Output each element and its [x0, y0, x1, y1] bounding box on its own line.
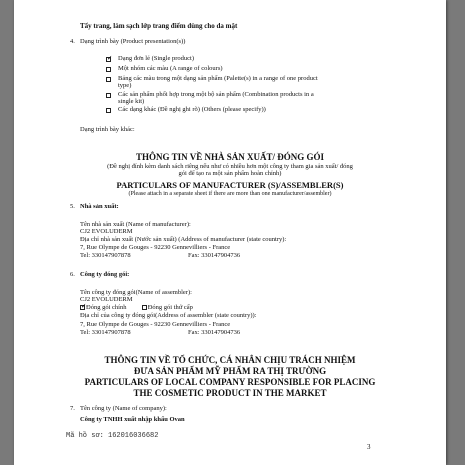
section-5-heading: Nhà sản xuất:	[80, 203, 119, 210]
manufacturer-note-vi-line1: (Đề nghị đính kèm danh sách riêng nếu như có nhiều hơn một công ty tham gia sản xuất/ đóng	[107, 163, 353, 170]
checkbox-secondary-packing[interactable]	[142, 305, 147, 310]
checkbox-combination-products[interactable]	[106, 93, 111, 98]
page-number: 3	[367, 443, 371, 451]
option-single-product-label: Dạng đơn lẻ (Single product)	[118, 55, 195, 62]
product-function-text: Tẩy trang, làm sạch lớp trang điểm dùng cho da mặt	[80, 22, 238, 30]
section-7-number: 7.	[70, 405, 75, 412]
manufacturer-note-vi-line2: gói để tạo ra một sản phẩm hoàn chỉnh)	[178, 170, 282, 177]
checkbox-palette[interactable]	[106, 77, 111, 82]
section-5-number: 5.	[70, 203, 75, 210]
manufacturer-name-label: Tên nhà sản xuất (Name of manufacturer):	[80, 221, 191, 228]
option-palette-label-line2: type)	[118, 82, 132, 89]
checkbox-single-product[interactable]	[106, 57, 111, 62]
option-combination-label-line1: Các sản phẩm phối hợp trong một bộ sản phẩm (Combination products in a	[118, 91, 314, 98]
manufacturer-name: CJ2 EVOLUDERM	[80, 228, 133, 235]
document-page	[14, 0, 446, 465]
option-range-of-colours-label: Một nhóm các màu (A range of colours)	[118, 65, 223, 72]
option-palette-label-line1: Bảng các màu trong một dạng sản phẩm (Palette(s) in a range of one product	[118, 75, 318, 82]
local-company-title-vi-line2: ĐƯA SẢN PHẨM MỸ PHẨM RA THỊ TRƯỜNG	[133, 366, 327, 376]
manufacturer-title-vi: THÔNG TIN VỀ NHÀ SẢN XUẤT/ ĐÓNG GÓI	[136, 152, 324, 162]
section-6-number: 6.	[70, 271, 75, 278]
section-7-heading: Tên công ty (Name of company):	[80, 405, 167, 412]
manufacturer-title-en: PARTICULARS OF MANUFACTURER (S)/ASSEMBLER(S)	[116, 180, 344, 190]
primary-packing-label: Đóng gói chính	[86, 304, 127, 311]
manufacturer-address-label: Địa chỉ nhà sản xuất (Nước sản xuất) (Address of manufacturer (state country):	[80, 236, 287, 243]
assembler-tel: Tel: 330147907878	[80, 329, 131, 336]
checkbox-range-of-colours[interactable]	[106, 67, 111, 72]
record-code: Mã hồ sơ: 162016036682	[66, 432, 159, 440]
assembler-name: CJ2 EVOLUDERM	[80, 296, 133, 303]
assembler-name-label: Tên công ty đóng gói(Name of assembler):	[80, 289, 192, 296]
secondary-packing-label: Đóng gói thứ cấp	[147, 304, 193, 311]
local-company-title-vi-line1: THÔNG TIN VỀ TỔ CHỨC, CÁ NHÂN CHỊU TRÁCH NHIỆM	[104, 355, 356, 365]
assembler-address: 7, Rue Olympe de Gouges - 92230 Gennevilliers - France	[80, 321, 231, 328]
checkbox-primary-packing[interactable]	[80, 305, 85, 310]
other-presentation-label: Dạng trình bày khác:	[80, 126, 135, 133]
option-combination-label-line2: single kit)	[118, 98, 145, 105]
section-4-heading: Dạng trình bày (Product presentation(s))	[80, 38, 186, 45]
section-4-number: 4.	[70, 38, 75, 45]
packing-type-row	[80, 304, 193, 312]
company-name: Công ty TNHH xuất nhập khẩu Ovan	[80, 416, 185, 423]
option-others-label: Các dạng khác (Đề nghị ghi rõ) (Others (please specify))	[118, 106, 266, 113]
assembler-fax: Fax: 330147904736	[188, 329, 241, 336]
local-company-title-en-line2: THE COSMETIC PRODUCT IN THE MARKET	[133, 388, 327, 398]
manufacturer-note-en: (Please attach in a separate sheet if there are more than one manufacturer/assembler)	[128, 191, 332, 197]
checkbox-others[interactable]	[106, 108, 111, 113]
manufacturer-tel: Tel: 330147907878	[80, 252, 131, 259]
manufacturer-fax: Fax: 330147904736	[188, 252, 241, 259]
assembler-address-label: Địa chỉ của công ty đóng gói(Address of assembler (state country)):	[80, 312, 257, 319]
section-6-heading: Công ty đóng gói:	[80, 271, 130, 278]
manufacturer-address: 7, Rue Olympe de Gouges - 92230 Gennevilliers - France	[80, 244, 231, 251]
local-company-title-en-line1: PARTICULARS OF LOCAL COMPANY RESPONSIBLE FOR PLACING	[84, 377, 376, 387]
